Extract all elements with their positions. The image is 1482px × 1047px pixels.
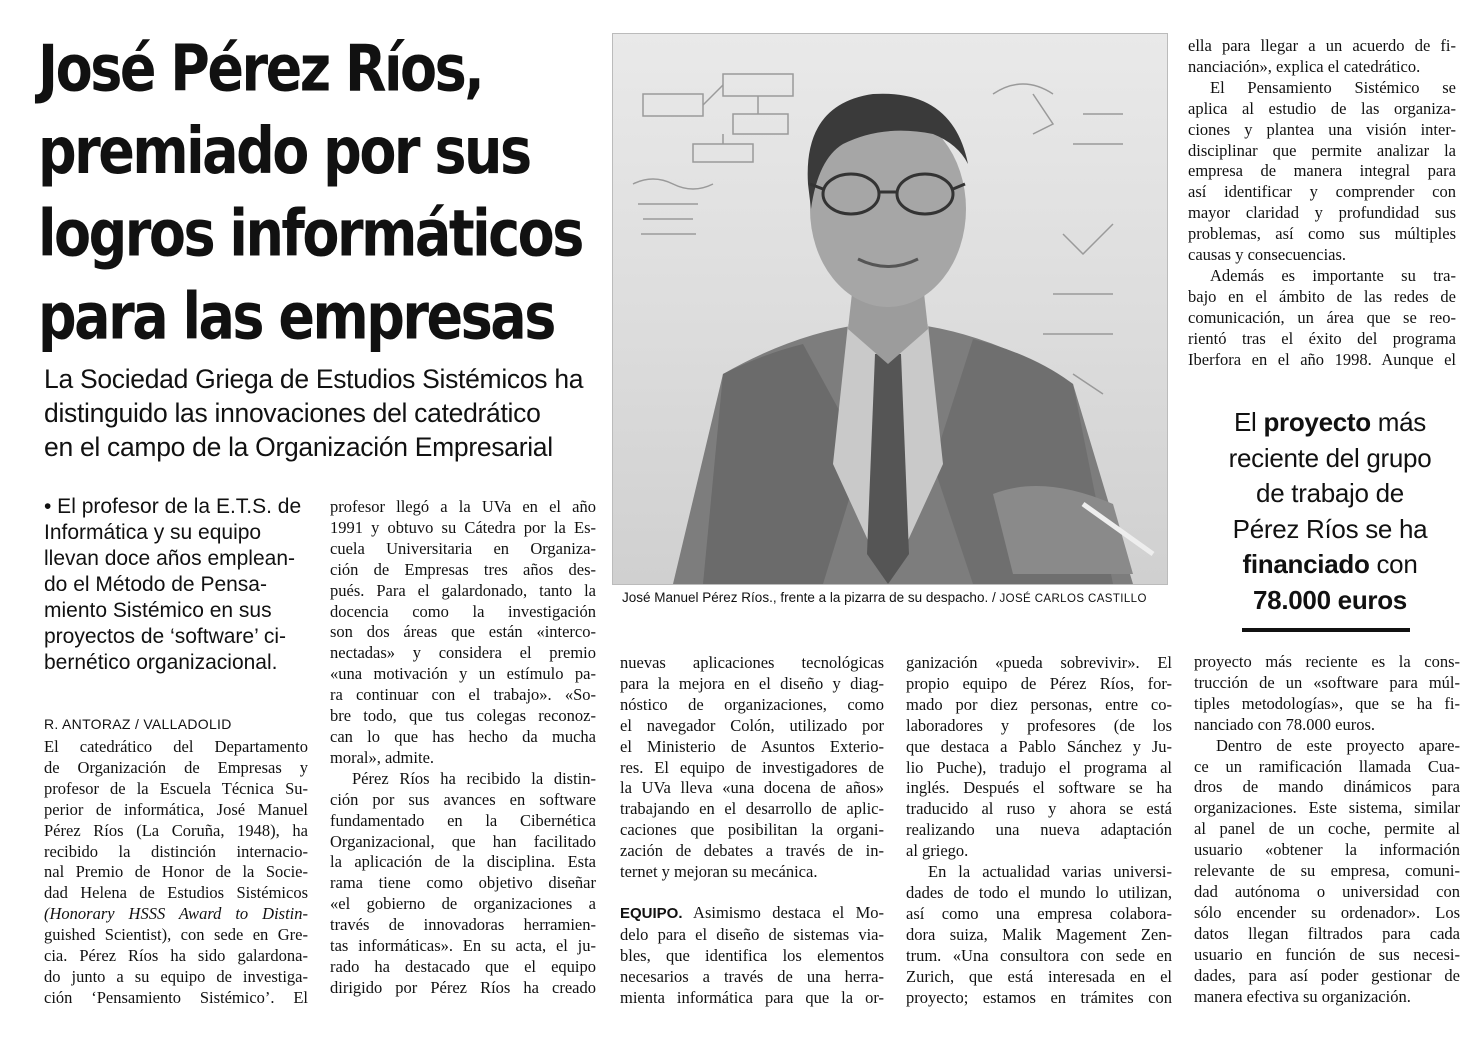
text-line: rado ha destacado que el equipo — [330, 956, 596, 976]
bullet-line: miento Sistémico en sus — [44, 599, 272, 622]
text-line: para la mejora en el diseño y diag- — [620, 673, 884, 693]
text-line: nanciado con 78.000 euros. — [1194, 714, 1375, 734]
text-line: nectadas» y considera el premio — [330, 643, 596, 663]
text-line: res. El equipo de investigadores de — [620, 757, 884, 777]
text-line: bajo en el ámbito de las redes de — [1188, 286, 1456, 306]
text-line: proyecto; estamos en trámites con — [906, 987, 1172, 1007]
text-line: cia. Pérez Ríos ha sido galardona- — [44, 946, 308, 966]
text-line: mayor claridad y profundidad sus — [1188, 203, 1456, 223]
text-line: ternet y mejoran su mecánica. — [620, 862, 818, 882]
text-line: nuevas aplicaciones tecnológicas — [620, 653, 884, 672]
photo-credit: JOSÉ CARLOS CASTILLO — [999, 593, 1147, 605]
text-line: realizando una nueva adaptación — [906, 820, 1172, 840]
text-line: proyecto más reciente es la cons- — [1194, 652, 1460, 671]
text-line: manera efectiva su organización. — [1194, 986, 1411, 1006]
quote-line: 78.000 euros — [1253, 584, 1407, 615]
body-column-right-top — [1188, 36, 1456, 371]
text-line: can lo que has hecho da mucha — [330, 726, 596, 746]
text-line: dirigido por Pérez Ríos ha creado — [330, 977, 596, 997]
text-line: cuela Universitaria en Organiza- — [330, 538, 596, 558]
text-line: empresa de manera integral para — [1188, 161, 1456, 181]
text-line: El Pensamiento Sistémico se — [1210, 77, 1456, 97]
text-line: de Organización de Empresas y — [44, 757, 308, 777]
headline-line: premiado por sus — [38, 114, 530, 189]
text-line: mienta informática para que la or- — [620, 987, 884, 1007]
text-line: la UVa lleva «una docena de años» — [620, 778, 884, 798]
quote-line: de trabajo de — [1256, 478, 1404, 508]
quote-emphasis: financiado — [1242, 549, 1370, 579]
text-line: la aplicación de la disciplina. Esta — [330, 852, 596, 872]
text-line: propio equipo de Pérez Ríos, for- — [906, 673, 1172, 693]
body-column-4 — [906, 653, 1172, 1008]
text-line: problemas, así como sus múltiples — [1188, 224, 1456, 244]
bullet-line: Informática y su equipo — [44, 521, 262, 544]
quote-line: Pérez Ríos se ha — [1232, 513, 1428, 544]
quote-line: reciente del grupo — [1228, 442, 1432, 473]
text-line: ella para llegar a un acuerdo de fi- — [1188, 36, 1456, 55]
text-line: profesor de la Escuela Técnica Su- — [44, 778, 308, 798]
text-line: Además es importante su tra- — [1210, 265, 1456, 285]
quote-line — [1196, 405, 1464, 441]
subheadline-line: La Sociedad Griega de Estudios Sistémicos ha — [44, 364, 584, 394]
text-line: disciplinar que permite analizar la — [1188, 140, 1456, 160]
text-line: dad autónoma o universidad con — [1194, 881, 1460, 901]
bullet-line: bernético organizacional. — [44, 651, 278, 674]
text-line: docencia como la investigación — [330, 601, 596, 621]
quote-text: con — [1369, 549, 1418, 579]
text-line: usuario en función de sus necesi- — [1194, 944, 1460, 964]
text-line: «el gobierno de organizaciones a — [330, 894, 596, 914]
text-line: nóstico de organizaciones, como — [620, 694, 884, 714]
text-line: tiples metodologías», que se ha fi- — [1194, 693, 1460, 713]
pull-quote-rule — [1242, 628, 1410, 632]
text-line: que destaca a Pablo Sánchez y Ju- — [906, 736, 1172, 756]
text-line: ce un ramificación llamada Cua- — [1194, 756, 1460, 776]
text-line: dora suiza, Malik Magement Zen- — [906, 924, 1172, 944]
byline: R. ANTORAZ / VALLADOLID — [44, 716, 232, 732]
text-line: al panel de un coche, permite al — [1194, 819, 1460, 839]
text-line: Iberfora en el año 1998. Aunque el — [1188, 349, 1456, 369]
text-line: aplica al estudio de las organiza- — [1188, 98, 1456, 118]
text-line: Zurich, que está interesada en el — [906, 966, 1172, 986]
caption-text: José Manuel Pérez Ríos., frente a la pizarra de su despacho. / — [622, 590, 996, 605]
text-line: ra continuar con el trabajo». «So- — [330, 685, 596, 705]
headline-line: logros informáticos — [38, 196, 582, 272]
subheadline-line: distinguido las innovaciones del catedrático — [44, 398, 541, 428]
text-line: Organizacional, que han facilitado — [330, 831, 596, 851]
text-line: nanciación», explica el catedrático. — [1188, 56, 1421, 76]
text-line: rama tiene como objetivo diseñar — [330, 873, 596, 893]
text-line: así como una empresa colabora- — [906, 903, 1172, 923]
pull-quote — [1196, 405, 1464, 618]
text-line: través de innovadoras herramien- — [330, 915, 596, 935]
text-line: (Honorary HSSS Award to Distin- — [44, 904, 308, 924]
portrait-photo — [612, 33, 1168, 585]
text-line: relevante de su empresa, comuni- — [1194, 861, 1460, 881]
text-line: así identificar y comprender con — [1188, 182, 1456, 202]
text-line: trucción de un «software para múl- — [1194, 672, 1460, 692]
text-line: zación de debates a través de in- — [620, 841, 884, 861]
text-line: tas informáticas». En su acta, el ju- — [330, 936, 596, 956]
text-line: son dos áreas que están «interco- — [330, 622, 596, 642]
text-line — [620, 903, 884, 925]
text-line: ciones y plantea una visión inter- — [1188, 119, 1456, 139]
text-line: inglés. Después el software se ha — [906, 778, 1172, 798]
text-line: dad Helena de Estudios Sistémicos — [44, 883, 308, 903]
text-line: organizaciones. Este sistema, similar — [1194, 798, 1460, 818]
text-line: fundamentado en la Cibernética — [330, 810, 596, 830]
quote-line — [1196, 547, 1464, 583]
text-line: datos llegan filtrados para cada — [1194, 923, 1460, 943]
text-line: bre todo, que tus colegas reconoz- — [330, 706, 596, 726]
bullet-line: proyectos de ‘software’ ci- — [44, 625, 286, 648]
text-line: Pérez Ríos ha recibido la distin- — [352, 768, 596, 788]
subheadline-line: en el campo de la Organización Empresarial — [44, 432, 553, 462]
quote-emphasis: proyecto — [1263, 407, 1371, 437]
text-line: trabajando en el desarrollo de aplic- — [620, 799, 884, 819]
quote-text: más — [1370, 407, 1426, 437]
text-line: Dentro de este proyecto apare- — [1216, 735, 1460, 755]
text-line: 1991 y obtuvo su Cátedra por la Es- — [330, 517, 596, 537]
text-line: perior de informática, José Manuel — [44, 799, 308, 819]
text-line: dades de todo el mundo lo utilizan, — [906, 882, 1172, 902]
text-line: recibido la distinción internacio- — [44, 841, 308, 861]
text-line: traducido al ruso y ahora se está — [906, 799, 1172, 819]
text-line: mado por diez personas, entre co- — [906, 694, 1172, 714]
text-line: caciones que posibilitan la organi- — [620, 820, 884, 840]
body-column-2 — [330, 497, 596, 999]
portrait-illustration — [613, 34, 1167, 584]
text-line: lio Puche), tradujo el programa al — [906, 757, 1172, 777]
subheadline — [44, 362, 614, 464]
bullet-line: do el Método de Pensa- — [44, 573, 267, 596]
body-column-5 — [1194, 652, 1460, 1007]
summary-bullet — [44, 494, 306, 676]
text-line: do junto a su equipo de investiga- — [44, 966, 308, 986]
body-column-3 — [620, 653, 884, 1009]
text-line: el navegador Colón, utilizado por — [620, 715, 884, 735]
text-line: dades, para así poder gestionar de — [1194, 965, 1460, 985]
quote-text: El — [1233, 407, 1264, 437]
text-line: guished Scientist), con sede en Gre- — [44, 925, 308, 945]
text-line: nal Premio de Honor de la Socie- — [44, 862, 308, 882]
text-line: comunicación, un área que se reo- — [1188, 307, 1456, 327]
text-line: ción de Empresas tres años des- — [330, 559, 596, 579]
headline — [38, 28, 608, 358]
bullet-line: llevan doce años emplean- — [44, 547, 295, 570]
text-line: usuario «obtener la información — [1194, 840, 1460, 860]
text-fragment: Asimismo destaca el Mo- — [682, 902, 884, 922]
body-column-1 — [44, 737, 308, 1009]
text-line: laboradores y profesores (de los — [906, 715, 1172, 735]
text-line: profesor llegó a la UVa en el año — [330, 497, 596, 516]
text-line: pués. Para el galardonado, tanto la — [330, 580, 596, 600]
text-line: rientó tras el éxito del programa — [1188, 328, 1456, 348]
text-line: Pérez Ríos (La Coruña, 1948), ha — [44, 820, 308, 840]
section-label: EQUIPO. — [620, 904, 683, 922]
text-line: «una motivación y un estímulo pa- — [330, 664, 596, 684]
text-line: moral», admite. — [330, 747, 435, 767]
text-line: delo para el diseño de sistemas via- — [620, 924, 884, 944]
text-line: causas y consecuencias. — [1188, 245, 1347, 265]
text-line: trum. «Una consultora con sede en — [906, 945, 1172, 965]
text-line: ción por sus avances en software — [330, 789, 596, 809]
headline-line: José Pérez Ríos, — [38, 31, 483, 106]
bullet-line: • El profesor de la E.T.S. de — [44, 495, 302, 518]
photo-caption — [622, 590, 1147, 605]
text-line: dros de mando dinámicos para — [1194, 777, 1460, 797]
text-line: el Ministerio de Asuntos Exterio- — [620, 736, 884, 756]
text-line: sólo encender su ordenador». Los — [1194, 902, 1460, 922]
text-line: En la actualidad varias universi- — [928, 862, 1172, 882]
headline-line: para las empresas — [38, 279, 554, 354]
text-line: ganización «pueda sobrevivir». El — [906, 653, 1172, 672]
text-line: necesarios a través de una herra- — [620, 966, 884, 986]
text-line: bles, que identifica los elementos — [620, 945, 884, 965]
text-line: al griego. — [906, 841, 969, 861]
text-line: ción ‘Pensamiento Sistémico’. El — [44, 987, 308, 1007]
text-line: El catedrático del Departamento — [44, 737, 308, 756]
